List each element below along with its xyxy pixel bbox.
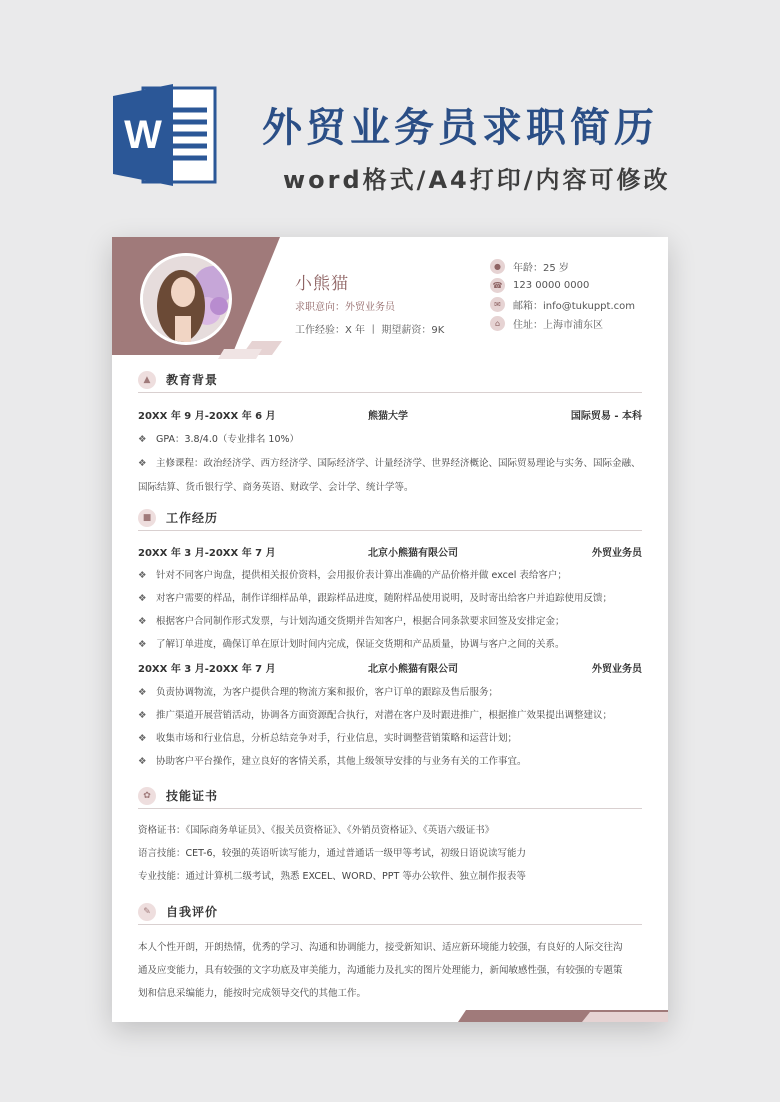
skills-header <box>138 787 642 809</box>
list-item: ❖ 对客户需要的样品，制作详细样品单，跟踪样品进度，随附样品使用说明，及时寄出给客户并追踪使用反馈； <box>138 593 613 604</box>
mail-icon: ✉ <box>490 297 505 312</box>
list-item: ❖ 推广渠道开展营销活动，协调各方面资源配合执行，对潜在客户及时跟进推广，根据推广效果提出调整建议； <box>138 710 613 721</box>
education-row <box>138 407 642 421</box>
education-date: 20XX 年 9 月-20XX 年 6 月 <box>138 411 276 422</box>
job-date: 20XX 年 3 月-20XX 年 7 月 <box>138 548 276 559</box>
list-item: 语言技能：CET-6，较强的英语听读写能力，通过普通话一级甲等考试，初级日语说读写能力 <box>138 848 527 859</box>
list-item: ❖ 收集市场和行业信息，分析总结竞争对手，行业信息，实时调整营销策略和运营计划； <box>138 733 518 744</box>
word-document-icon <box>113 82 219 188</box>
info-email <box>490 297 635 312</box>
briefcase-icon: ■ <box>138 509 156 527</box>
education-major: 国际贸易 - 本科 <box>570 411 642 422</box>
education-school: 熊猫大学 <box>368 411 408 422</box>
info-phone <box>490 278 589 293</box>
home-icon: ⌂ <box>490 316 505 331</box>
list-item: ❖ 负责协调物流，为客户提供合理的物流方案和报价，客户订单的跟踪及售后服务； <box>138 687 499 698</box>
word-letter: W <box>124 113 162 157</box>
list-item: ❖ 协助客户平台操作，建立良好的客情关系，其他上级领导安排的与业务有关的工作事宜。 <box>138 756 527 767</box>
info-address-text: 住址：上海市浦东区 <box>513 320 603 331</box>
resume-page <box>112 237 668 1022</box>
education-section <box>138 371 642 491</box>
info-address <box>490 316 603 331</box>
education-header <box>138 371 642 393</box>
job-company: 北京小熊猫有限公司 <box>368 548 458 559</box>
list-item: 划和信息采编能力，能按时完成领导交代的其他工作。 <box>138 988 367 999</box>
list-item: ❖ GPA：3.8/4.0（专业排名 10%） <box>138 434 300 445</box>
banner-title: 外贸业务员求职简历 <box>262 105 658 151</box>
profile-photo <box>140 253 232 345</box>
self-eval-section <box>138 903 642 1003</box>
list-item: 资格证书：《国际商务单证员》、《报关员资格证》、《外销员资格证》、《英语六级证书》 <box>138 825 495 836</box>
list-item: ❖ 针对不同客户询盘，提供相关报价资料，会用报价表计算出准确的产品价格并做 excel 表给客户； <box>138 570 567 581</box>
experience-salary: 工作经验：X 年 丨 期望薪资：9K <box>295 325 445 336</box>
self-eval-header <box>138 903 642 925</box>
info-age <box>490 259 569 274</box>
job-intent: 求职意向：外贸业务员 <box>295 302 395 313</box>
job-row <box>138 660 642 674</box>
info-age-text: 年龄：25 岁 <box>513 263 569 274</box>
work-header <box>138 509 642 531</box>
graduation-cap-icon: ▲ <box>138 371 156 389</box>
section-title: 技能证书 <box>166 789 219 803</box>
job-position: 外贸业务员 <box>592 548 642 559</box>
job-row <box>138 544 642 558</box>
list-item: 本人个性开朗，开朗热情，优秀的学习、沟通和协调能力，接受新知识、适应新环境能力较强，有良好的人际交往沟 <box>138 942 623 953</box>
job-company: 北京小熊猫有限公司 <box>368 664 458 675</box>
footer-decoration <box>112 1008 668 1022</box>
list-item: 通及应变能力，具有较强的文字功底及审美能力，沟通能力及扎实的图片处理能力，新闻敏感性强，有较强的专题策 <box>138 965 623 976</box>
job-position: 外贸业务员 <box>592 664 642 675</box>
info-email-text: 邮箱：info@tukuppt.com <box>513 301 635 312</box>
list-item: ❖ 根据客户合同制作形式发票，与计划沟通交货期并告知客户，根据合同条款要求回签及安排定金； <box>138 616 565 627</box>
skills-section <box>138 787 642 887</box>
work-section <box>138 509 642 779</box>
gear-icon: ✿ <box>138 787 156 805</box>
section-title: 自我评价 <box>166 905 219 919</box>
section-title: 工作经历 <box>166 511 219 525</box>
phone-icon: ☎ <box>490 278 505 293</box>
banner-subtitle: word格式/A4打印/内容可修改 <box>283 166 671 194</box>
candidate-name: 小熊猫 <box>295 274 349 294</box>
list-item: ❖ 主修课程：政治经济学、西方经济学、国际经济学、计量经济学、世界经济概论、国际贸易理论与实务、国际金融、 <box>138 458 641 469</box>
job-date: 20XX 年 3 月-20XX 年 7 月 <box>138 664 276 675</box>
pencil-icon: ✎ <box>138 903 156 921</box>
list-item: 国际结算、货币银行学、商务英语、财政学、会计学、统计学等。 <box>138 482 414 493</box>
info-phone-text: 123 0000 0000 <box>513 280 590 291</box>
person-icon: ● <box>490 259 505 274</box>
list-item: ❖ 了解订单进度，确保订单在原计划时间内完成，保证交货期和产品质量，协调与客户之间的关系。 <box>138 639 565 650</box>
section-title: 教育背景 <box>166 373 219 387</box>
list-item: 专业技能：通过计算机二级考试，熟悉 EXCEL、WORD、PPT 等办公软件、独立制作报表等 <box>138 871 526 882</box>
